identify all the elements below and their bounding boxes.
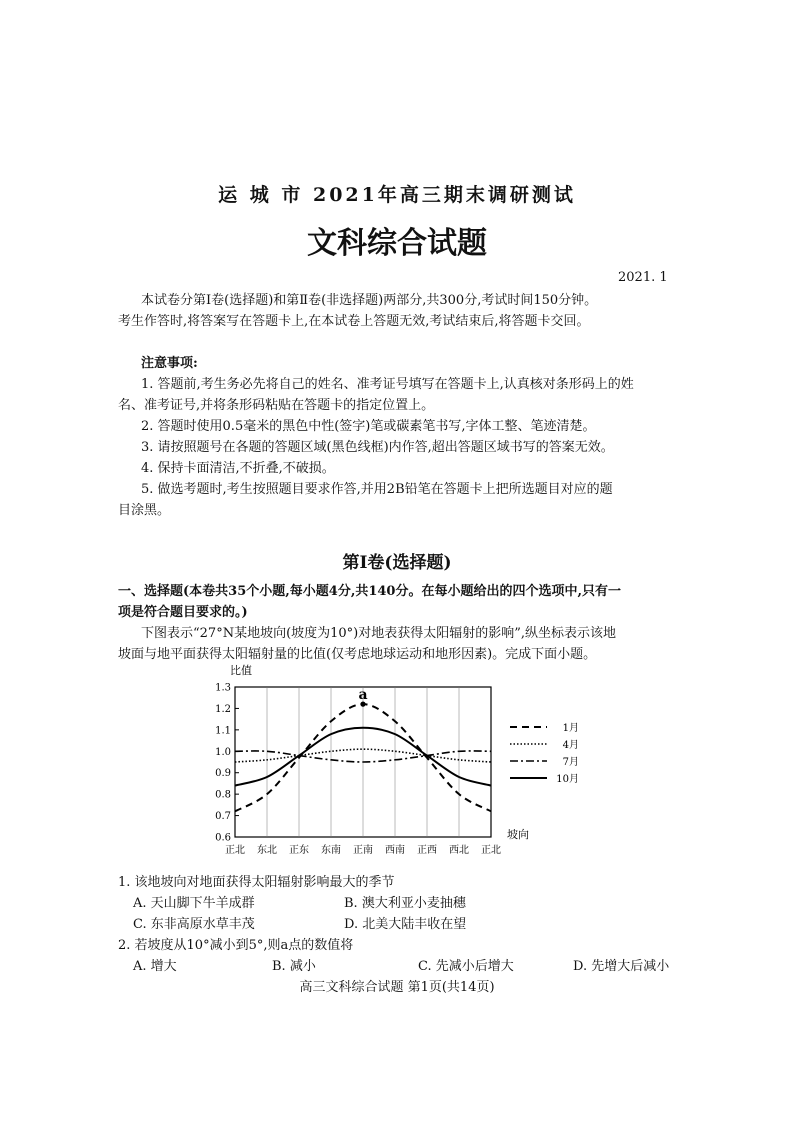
- question-1-option-c[interactable]: C. 东非高原水草丰茂: [133, 917, 255, 932]
- exam-subtitle: 文科综合试题: [307, 226, 487, 261]
- x-tick-label: 正南: [353, 845, 373, 856]
- x-tick-label: 正东: [289, 845, 309, 856]
- question-2-stem: 2. 若坡度从10°减小到5°,则a点的数值将: [118, 938, 354, 953]
- y-tick-label: 0.9: [215, 768, 231, 780]
- x-tick-label: 西北: [449, 845, 469, 856]
- y-tick-label: 1.0: [215, 746, 231, 758]
- note-line: 5. 做选考题时,考生按照题目要求作答,并用2B铅笔在答题卡上把所选题目对应的题: [141, 482, 613, 497]
- section-title: 第Ⅰ卷(选择题): [342, 553, 452, 573]
- question-1-stem: 1. 该地坡向对地面获得太阳辐射影响最大的季节: [118, 875, 395, 890]
- note-line: 4. 保持卡面清洁,不折叠,不破损。: [141, 461, 335, 476]
- exam-date: 2021. 1: [618, 270, 668, 285]
- legend-label: 1月: [562, 723, 579, 734]
- x-tick-label: 东北: [257, 845, 277, 856]
- x-tick-label: 正北: [481, 845, 501, 856]
- question-1-option-d[interactable]: D. 北美大陆丰收在望: [344, 917, 467, 932]
- legend-label: 7月: [562, 757, 579, 768]
- note-line: 2. 答题时使用0.5毫米的黑色中性(签字)笔或碳素笔书写,字体工整、笔迹清楚。: [141, 419, 596, 434]
- question-2-option-a[interactable]: A. 增大: [133, 959, 177, 974]
- legend-label: 10月: [556, 774, 579, 785]
- legend-label: 4月: [562, 740, 579, 751]
- question-stem-intro: 坡面与地平面获得太阳辐射量的比值(仅考虑地球运动和地形因素)。完成下面小题。: [118, 647, 597, 662]
- intro-line-2: 考生作答时,将答案写在答题卡上,在本试卷上答题无效,考试结束后,将答题卡交回。: [118, 314, 590, 329]
- question-2-option-d[interactable]: D. 先增大后减小: [573, 959, 670, 974]
- section-instruction: 项是符合题目要求的。): [118, 605, 248, 620]
- x-tick-label: 正西: [417, 845, 437, 856]
- y-tick-label: 1.3: [215, 682, 231, 694]
- x-tick-label: 西南: [385, 845, 405, 856]
- point-a-label: a: [358, 687, 368, 704]
- y-tick-label: 0.8: [215, 789, 231, 801]
- question-1-option-b[interactable]: B. 澳大利亚小麦抽穗: [344, 896, 466, 911]
- radiation-ratio-chart: [195, 660, 595, 865]
- notes-heading: 注意事项:: [141, 356, 198, 371]
- x-axis-label: 坡向: [507, 828, 529, 841]
- y-tick-label: 1.1: [215, 725, 231, 737]
- note-line: 目涂黑。: [118, 503, 171, 518]
- y-axis-label: 比值: [230, 664, 252, 677]
- x-tick-label: 东南: [321, 845, 341, 856]
- note-line: 3. 请按照题号在各题的答题区域(黑色线框)内作答,超出答题区域书写的答案无效。: [141, 440, 614, 455]
- question-stem-intro: 下图表示“27°N某地坡向(坡度为10°)对地表获得太阳辐射的影响”,纵坐标表示该地: [141, 626, 617, 641]
- y-tick-label: 1.2: [215, 703, 231, 715]
- exam-title: 运 城 市 2021年高三期末调研测试: [218, 184, 576, 206]
- question-2-option-c[interactable]: C. 先减小后增大: [418, 959, 514, 974]
- note-line: 1. 答题前,考生务必先将自己的姓名、准考证号填写在答题卡上,认真核对条形码上的姓: [141, 377, 634, 392]
- intro-line-1: 本试卷分第Ⅰ卷(选择题)和第Ⅱ卷(非选择题)两部分,共300分,考试时间150分钟。: [141, 293, 598, 308]
- y-tick-label: 0.6: [215, 832, 231, 844]
- note-line: 名、准考证号,并将条形码粘贴在答题卡的指定位置上。: [118, 398, 435, 413]
- x-tick-label: 正北: [225, 845, 245, 856]
- question-1-option-a[interactable]: A. 天山脚下牛羊成群: [133, 896, 255, 911]
- y-tick-label: 0.7: [215, 811, 231, 823]
- page-footer: 高三文科综合试题 第1页(共14页): [299, 980, 495, 995]
- section-instruction: 一、选择题(本卷共35个小题,每小题4分,共140分。在每小题给出的四个选项中,只有一: [118, 584, 622, 599]
- question-2-option-b[interactable]: B. 减小: [272, 959, 316, 974]
